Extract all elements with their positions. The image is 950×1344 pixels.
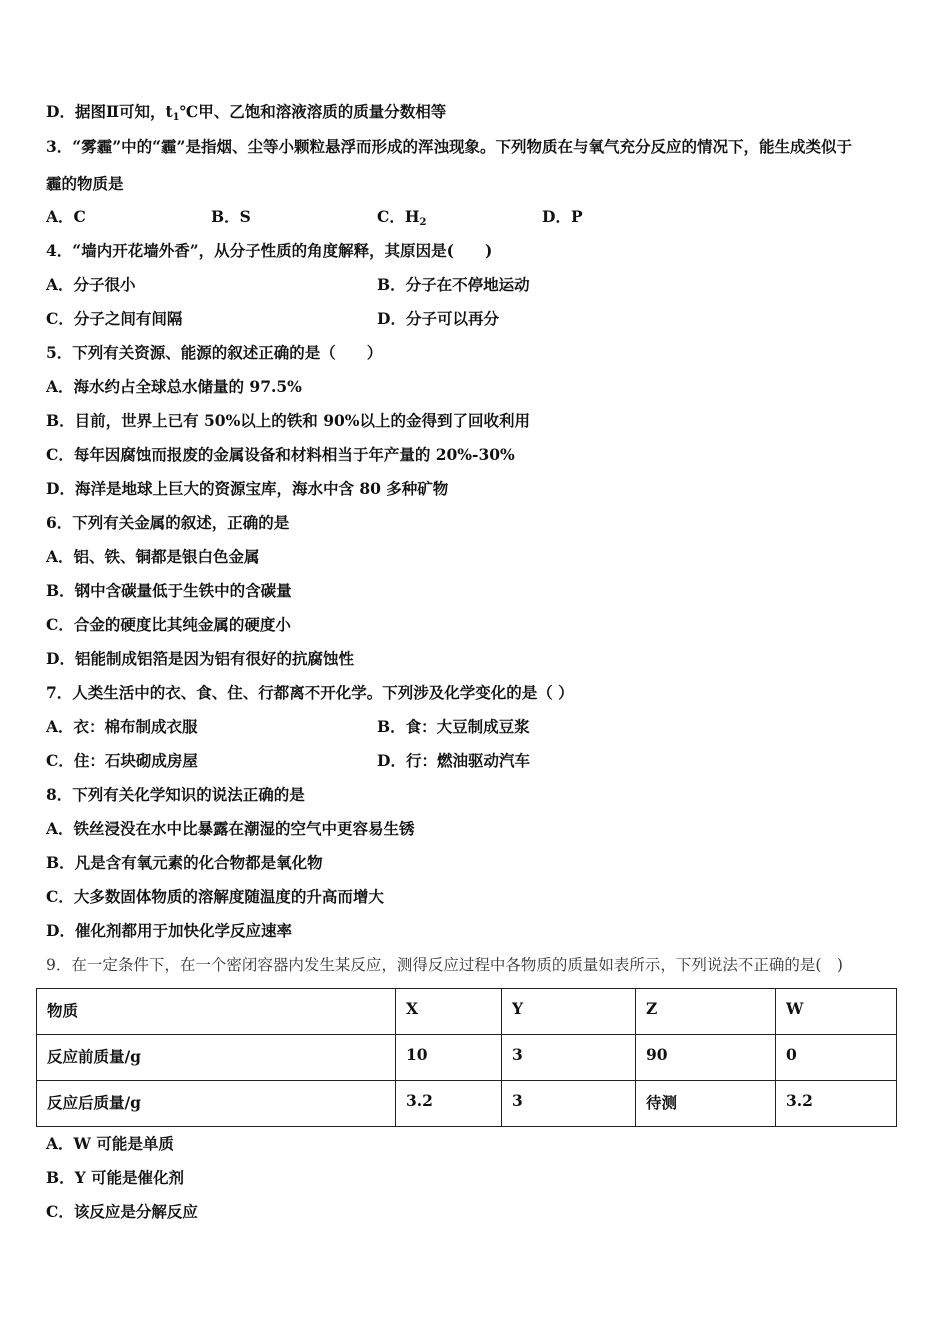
q9-option-a: A．W 可能是单质: [46, 1134, 174, 1153]
table-cell: 反应前质量/g: [37, 1035, 396, 1081]
table-cell: 物质: [37, 989, 396, 1035]
table-cell: 10: [396, 1035, 502, 1081]
table-cell: X: [396, 989, 502, 1035]
q5-option-c: C．每年因腐蚀而报废的金属设备和材料相当于年产量的 20%-30%: [46, 445, 515, 464]
q3-option-b: B．S: [211, 207, 251, 226]
q9-mass-table: [36, 988, 897, 1127]
q7-option-d: D．行：燃油驱动汽车: [377, 751, 530, 770]
q7-stem: 7．人类生活中的衣、食、住、行都离不开化学。下列涉及化学变化的是（ ）: [46, 683, 574, 702]
q2-option-d: D．据图Ⅱ可知，$t_1℃$甲、乙饱和溶液溶质的质量分数相等: [46, 102, 447, 123]
q6-option-b: B．钢中含碳量低于生铁中的含碳量: [46, 581, 292, 600]
q4-option-b: B．分子在不停地运动: [377, 275, 530, 294]
q7-option-a: A．衣：棉布制成衣服: [46, 717, 198, 736]
q9-option-b: B．Y 可能是催化剂: [46, 1168, 185, 1187]
q5-option-d: D．海洋是地球上巨大的资源宝库，海水中含 80 多种矿物: [46, 479, 449, 498]
table-header-row: [37, 989, 897, 1035]
table-cell: 0: [776, 1035, 897, 1081]
table-cell: 90: [636, 1035, 776, 1081]
table-cell: 3: [502, 1081, 636, 1127]
q9-stem: 9．在一定条件下，在一个密闭容器内发生某反应，测得反应过程中各物质的质量如表所示，下列说法不正确的是( ): [46, 956, 843, 974]
table-cell: 反应后质量/g: [37, 1081, 396, 1127]
table-cell: Z: [636, 989, 776, 1035]
q3-option-c: C．$H_2$: [377, 207, 427, 228]
q7-option-c: C．住：石块砌成房屋: [46, 751, 198, 770]
table-row: [37, 1035, 897, 1081]
q8-stem: 8．下列有关化学知识的说法正确的是: [46, 785, 305, 804]
q4-option-d: D．分子可以再分: [377, 309, 499, 328]
q3-stem-line2: 霾的物质是: [46, 174, 124, 193]
q8-option-b: B．凡是含有氧元素的化合物都是氧化物: [46, 853, 323, 872]
table-cell: 待测: [636, 1081, 776, 1127]
q3-option-a: A．C: [46, 207, 86, 226]
q8-option-d: D．催化剂都用于加快化学反应速率: [46, 921, 292, 940]
q4-option-c: C．分子之间有间隔: [46, 309, 183, 328]
table-cell: 3: [502, 1035, 636, 1081]
q8-option-c: C．大多数固体物质的溶解度随温度的升高而增大: [46, 887, 384, 906]
table-cell: 3.2: [396, 1081, 502, 1127]
q9-option-c: C．该反应是分解反应: [46, 1202, 198, 1221]
table-cell: W: [776, 989, 897, 1035]
q3-option-d: D．P: [542, 207, 583, 226]
q8-option-a: A．铁丝浸没在水中比暴露在潮湿的空气中更容易生锈: [46, 819, 415, 838]
table-row: [37, 1081, 897, 1127]
q5-stem: 5．下列有关资源、能源的叙述正确的是（ ）: [46, 343, 383, 362]
q4-option-a: A．分子很小: [46, 275, 136, 294]
q5-option-b: B．目前，世界上已有 50%以上的铁和 90%以上的金得到了回收利用: [46, 411, 530, 430]
q6-stem: 6．下列有关金属的叙述，正确的是: [46, 513, 290, 532]
table-cell: 3.2: [776, 1081, 897, 1127]
q3-stem-line1: 3．“雾霾”中的“霾”是指烟、尘等小颗粒悬浮而形成的浑浊现象。下列物质在与氧气充分反应的情况下，能生成类似于: [46, 137, 852, 156]
q4-stem: 4．“墙内开花墙外香”，从分子性质的角度解释，其原因是( ): [46, 241, 493, 260]
q6-option-d: D．铝能制成铝箔是因为铝有很好的抗腐蚀性: [46, 649, 354, 668]
q6-option-c: C．合金的硬度比其纯金属的硬度小: [46, 615, 291, 634]
q6-option-a: A．铝、铁、铜都是银白色金属: [46, 547, 260, 566]
q5-option-a: A．海水约占全球总水储量的 97.5%: [46, 377, 302, 396]
table-cell: Y: [502, 989, 636, 1035]
q7-option-b: B．食：大豆制成豆浆: [377, 717, 530, 736]
